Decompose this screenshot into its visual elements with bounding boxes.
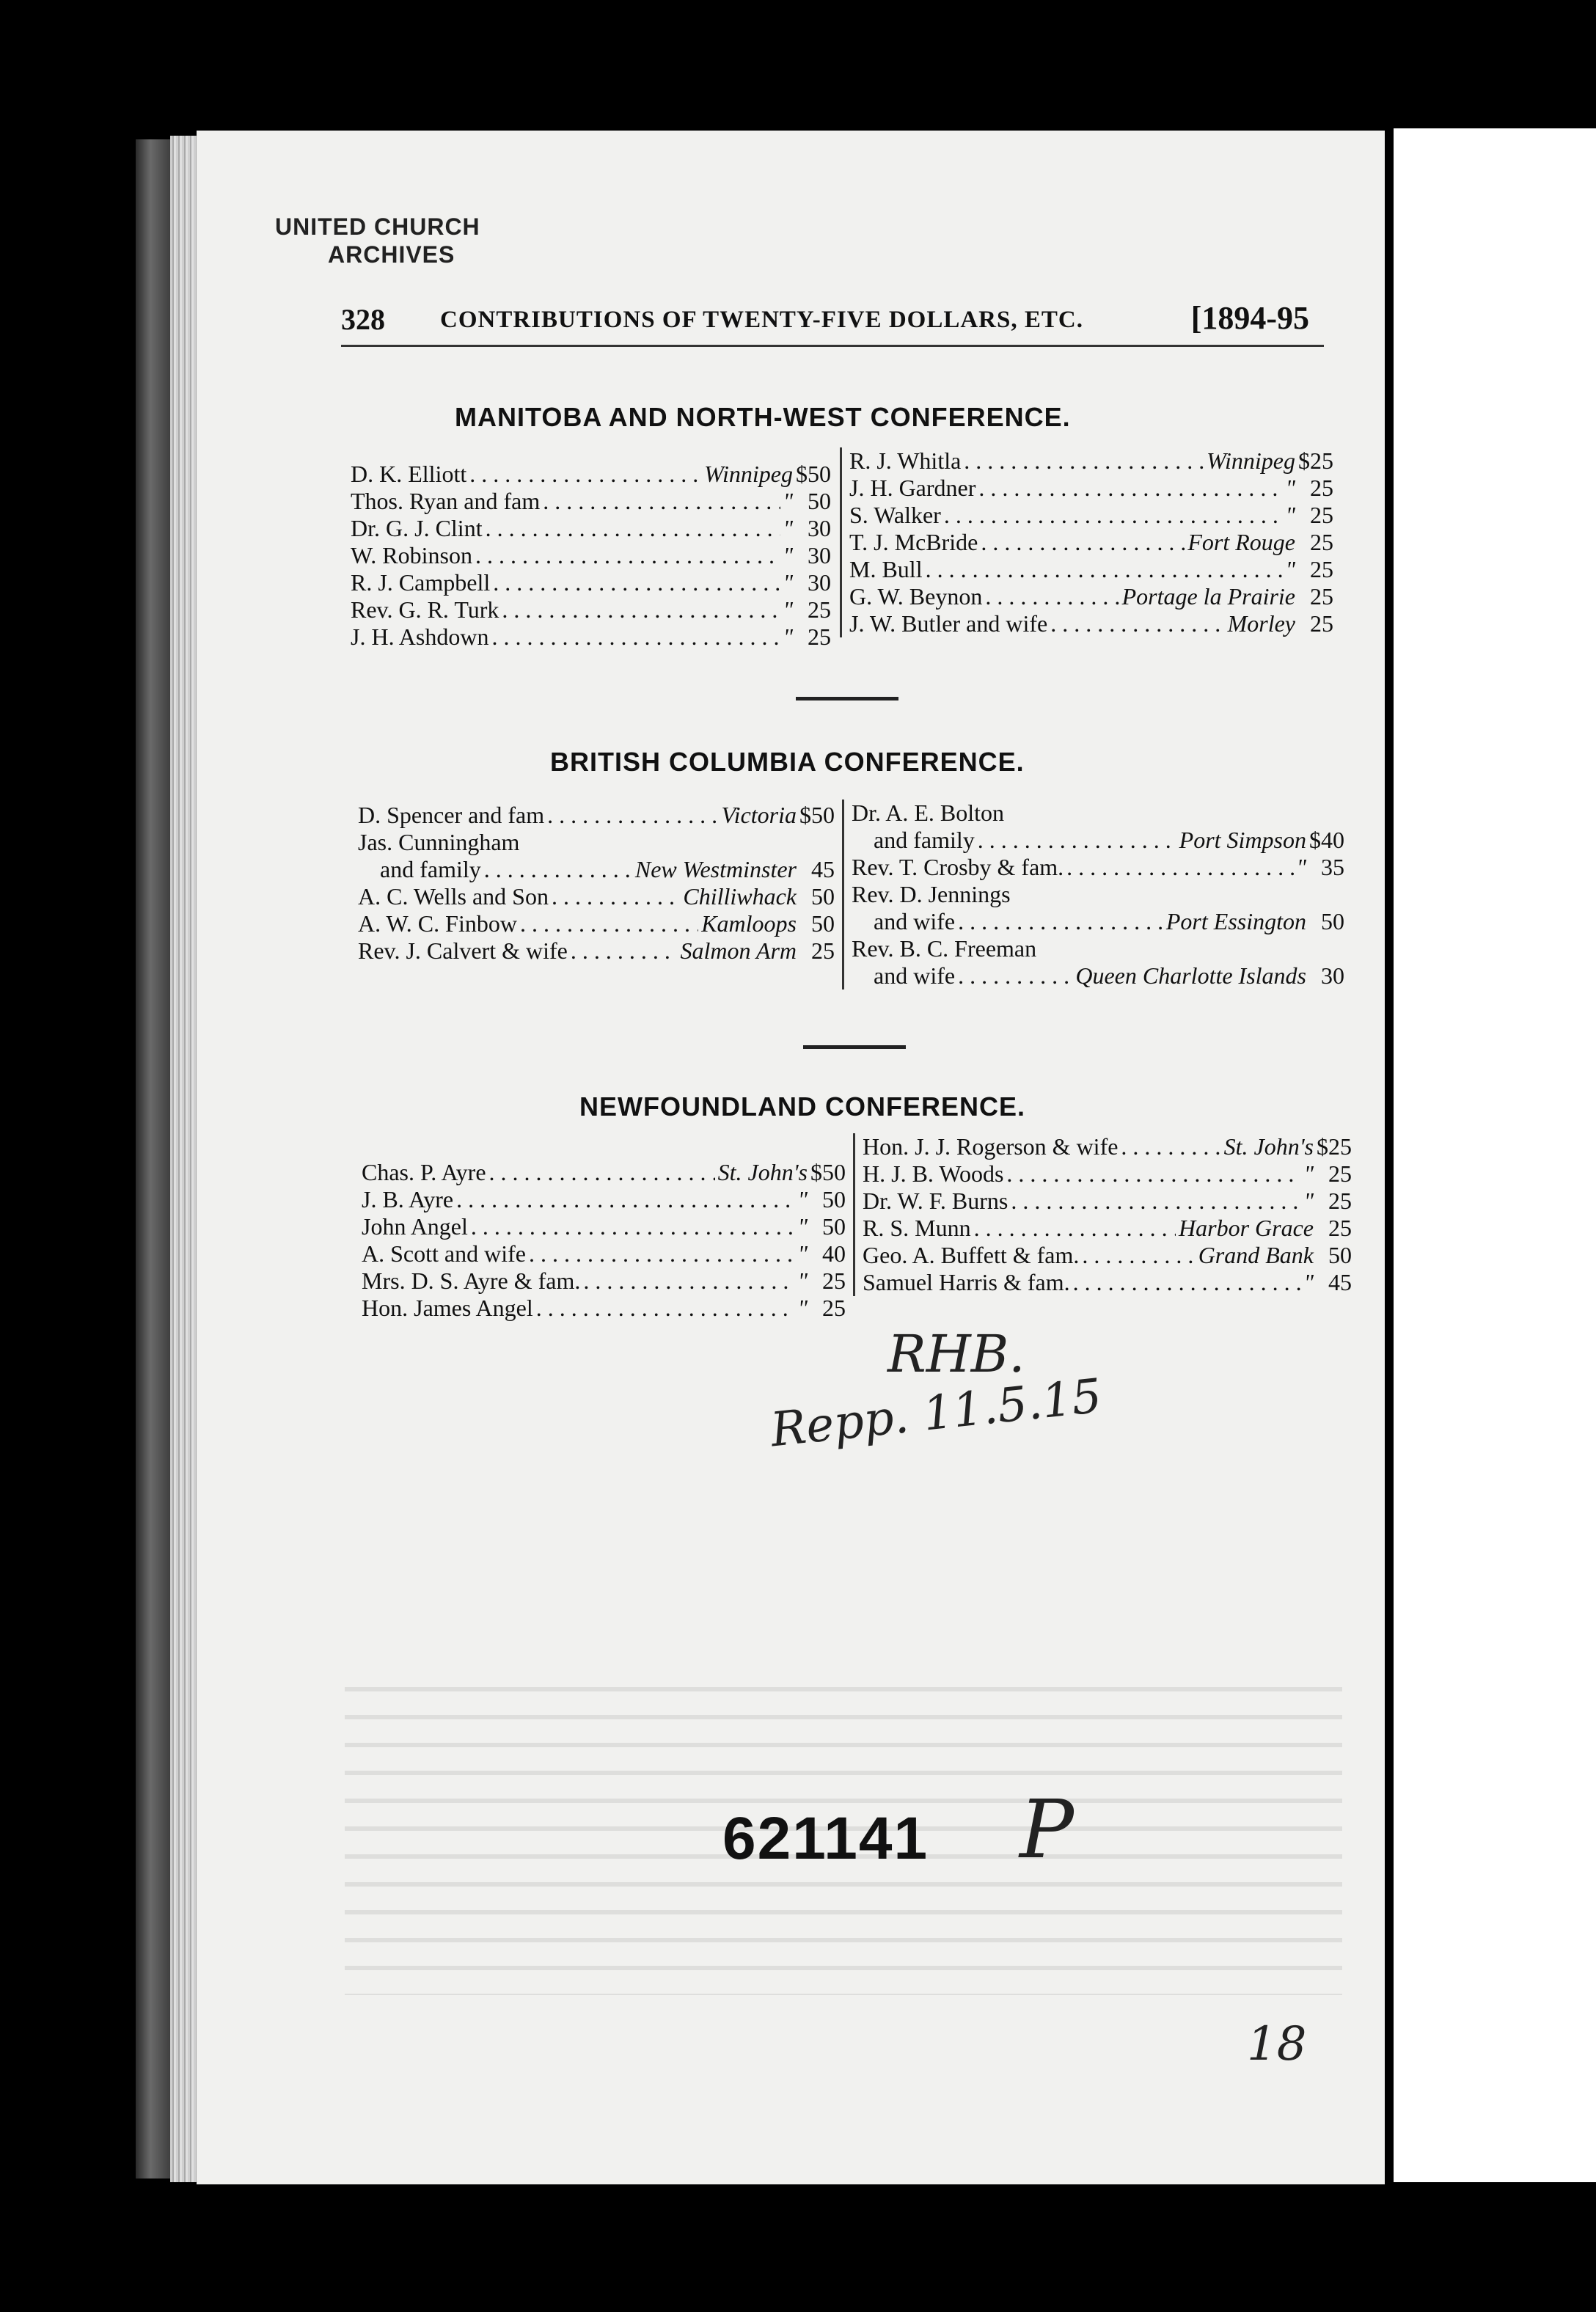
- contributor-place: ": [1303, 1188, 1314, 1214]
- contributor-name: A. W. C. Finbow: [358, 910, 517, 937]
- contributor-name: A. C. Wells and Son: [358, 883, 549, 910]
- contribution-amount: 40: [822, 1240, 846, 1267]
- list-item: [362, 1240, 846, 1267]
- contributor-name: T. J. McBride: [849, 529, 978, 555]
- leader-dots: [484, 856, 632, 883]
- contributor-place: ": [1285, 502, 1295, 528]
- contribution-amount: 25: [808, 596, 831, 623]
- contribution-amount: 50: [811, 883, 835, 910]
- list-item: [852, 800, 1344, 827]
- leader-dots: [1011, 1188, 1300, 1215]
- contributor-place: St. John's: [1223, 1133, 1314, 1160]
- contributor-name: R. J. Campbell: [351, 569, 491, 596]
- contributor-place: ": [1296, 854, 1306, 880]
- contribution-amount: $25: [1317, 1133, 1352, 1160]
- list-item: [849, 529, 1333, 556]
- leader-dots: [1006, 1160, 1300, 1188]
- contributor-place: ": [797, 1213, 808, 1240]
- running-year: [1894-95: [1190, 300, 1309, 336]
- leader-dots: [985, 583, 1119, 610]
- contributor-name: Jas. Cunningham: [358, 829, 520, 855]
- manitoba-left-column: [351, 461, 831, 651]
- contributor-name: Hon. James Angel: [362, 1295, 533, 1321]
- contributor-name: Thos. Ryan and fam: [351, 488, 541, 514]
- contributor-place: Chilliwhack: [683, 883, 797, 910]
- contributor-name: S. Walker: [849, 502, 941, 528]
- leader-dots: [1050, 610, 1224, 637]
- contribution-amount: 30: [808, 542, 831, 568]
- contributor-name: M. Bull: [849, 556, 923, 582]
- contributor-name: Hon. J. J. Rogerson & wife: [863, 1133, 1119, 1160]
- newfoundland-right-column: [853, 1133, 1352, 1296]
- list-item: [362, 1159, 846, 1186]
- handwritten-corner-number: 18: [1247, 2017, 1307, 2071]
- list-item: [358, 883, 835, 910]
- leader-dots: [1066, 854, 1293, 881]
- leader-dots: [552, 883, 680, 910]
- contribution-amount: 50: [811, 910, 835, 937]
- contribution-amount: 30: [808, 569, 831, 596]
- contributor-name: Dr. G. J. Clint: [351, 515, 483, 541]
- contributor-name: G. W. Beynon: [849, 583, 983, 610]
- contribution-amount: 25: [1328, 1188, 1352, 1214]
- list-item: [351, 596, 831, 623]
- contributor-name: Dr. A. E. Bolton: [852, 800, 1005, 826]
- contributor-place: Kamloops: [701, 910, 797, 937]
- contributor-name: D. K. Elliott: [351, 461, 467, 487]
- bc-title: BRITISH COLUMBIA CONFERENCE.: [550, 747, 1025, 777]
- contribution-amount: 50: [1321, 908, 1344, 934]
- archive-number: 621141: [722, 1805, 929, 1872]
- leader-dots: [486, 515, 780, 542]
- contribution-amount: 45: [811, 856, 835, 882]
- leader-dots: [958, 908, 1163, 935]
- leader-dots: [926, 556, 1283, 583]
- contribution-amount: 50: [822, 1186, 846, 1212]
- leader-dots: [981, 529, 1185, 556]
- contributor-place: Grand Bank: [1198, 1242, 1314, 1268]
- contributor-place: Portage la Prairie: [1121, 583, 1295, 610]
- archive-stamp: [275, 213, 480, 268]
- contributor-name: John Angel: [362, 1213, 468, 1240]
- contributor-place: St. John's: [717, 1159, 808, 1185]
- leader-dots: [475, 542, 780, 569]
- section-divider: [796, 697, 898, 700]
- contributor-place: ": [1285, 475, 1295, 501]
- contribution-amount: 30: [808, 515, 831, 541]
- contributor-name: J. W. Butler and wife: [849, 610, 1048, 637]
- contributor-name: R. S. Munn: [863, 1215, 971, 1241]
- contributor-name: W. Robinson: [351, 542, 472, 568]
- list-item: [852, 827, 1344, 854]
- contributor-name: and family: [874, 827, 975, 853]
- list-item: [351, 461, 831, 488]
- contributor-place: ": [797, 1267, 808, 1294]
- list-item: [358, 856, 835, 883]
- leader-dots: [469, 461, 701, 488]
- list-item: [358, 829, 835, 856]
- contributor-name: and family: [380, 856, 481, 882]
- contributor-place: Winnipeg: [1207, 447, 1295, 474]
- manitoba-right-column: [840, 447, 1333, 637]
- list-item: [358, 937, 835, 965]
- contribution-amount: $50: [810, 1159, 846, 1185]
- list-item: [849, 447, 1333, 475]
- contributor-place: Fort Rouge: [1187, 529, 1295, 555]
- contribution-amount: 25: [811, 937, 835, 964]
- leader-dots: [493, 569, 780, 596]
- contribution-amount: 25: [1310, 556, 1333, 582]
- leader-dots: [456, 1186, 795, 1213]
- list-item: [849, 556, 1333, 583]
- leader-dots: [978, 475, 1282, 502]
- contributor-place: Morley: [1227, 610, 1295, 637]
- contribution-amount: 35: [1321, 854, 1344, 880]
- contributor-name: and wife: [874, 962, 956, 989]
- list-item: [362, 1186, 846, 1213]
- list-item: [362, 1295, 846, 1322]
- contributor-name: D. Spencer and fam: [358, 802, 545, 828]
- contributor-place: Victoria: [721, 802, 797, 828]
- leader-dots: [547, 802, 718, 829]
- running-title: CONTRIBUTIONS OF TWENTY-FIVE DOLLARS, ETC.: [440, 307, 1083, 333]
- contributor-place: ": [1285, 556, 1295, 582]
- leader-dots: [491, 623, 780, 651]
- contribution-amount: 25: [822, 1267, 846, 1294]
- contributor-place: ": [783, 623, 793, 650]
- page-edges: [170, 136, 200, 2182]
- contributor-name: Rev. T. Crosby & fam.: [852, 854, 1064, 880]
- stamp-line-1: UNITED CHURCH: [275, 213, 480, 240]
- contribution-amount: 25: [1328, 1160, 1352, 1187]
- contributor-place: ": [797, 1295, 808, 1321]
- list-item: [358, 802, 835, 829]
- contributor-place: ": [783, 515, 793, 541]
- handwritten-initials: RHB.: [887, 1324, 1025, 1384]
- contributor-place: Port Essington: [1165, 908, 1306, 934]
- contribution-amount: 25: [1310, 610, 1333, 637]
- list-item: [852, 935, 1344, 962]
- list-item: [863, 1188, 1352, 1215]
- contribution-amount: 25: [1310, 502, 1333, 528]
- leader-dots: [1082, 1242, 1195, 1269]
- stamp-line-2: ARCHIVES: [328, 241, 455, 268]
- book-spine: [136, 139, 172, 2179]
- contributor-name: Geo. A. Buffett & fam.: [863, 1242, 1080, 1268]
- list-item: [849, 475, 1333, 502]
- contributor-name: J. B. Ayre: [362, 1186, 454, 1212]
- leader-dots: [944, 502, 1283, 529]
- list-item: [849, 583, 1333, 610]
- contribution-amount: 25: [1310, 529, 1333, 555]
- contributor-place: Queen Charlotte Islands: [1075, 962, 1306, 989]
- newfoundland-title: NEWFOUNDLAND CONFERENCE.: [579, 1091, 1025, 1122]
- contributor-name: J. H. Gardner: [849, 475, 976, 501]
- contribution-amount: 25: [1328, 1215, 1352, 1241]
- contributor-name: Rev. D. Jennings: [852, 881, 1011, 907]
- contribution-amount: $25: [1298, 447, 1333, 474]
- running-head: [341, 293, 1324, 347]
- page-number: 328: [341, 303, 385, 336]
- contributor-place: ": [783, 596, 793, 623]
- list-item: [358, 910, 835, 937]
- contributor-name: Mrs. D. S. Ayre & fam.: [362, 1267, 581, 1294]
- contribution-amount: $50: [799, 802, 835, 828]
- list-item: [351, 488, 831, 515]
- bc-left-column: [358, 802, 835, 965]
- list-item: [849, 502, 1333, 529]
- list-item: [849, 610, 1333, 637]
- handwritten-p: P: [1020, 1782, 1075, 1876]
- list-item: [351, 515, 831, 542]
- leader-dots: [543, 488, 780, 515]
- leader-dots: [964, 447, 1204, 475]
- list-item: [863, 1269, 1352, 1296]
- contributor-name: Dr. W. F. Burns: [863, 1188, 1009, 1214]
- background-right: [1394, 128, 1596, 2182]
- contributor-place: ": [797, 1186, 808, 1212]
- leader-dots: [974, 1215, 1176, 1242]
- contributor-place: ": [783, 488, 793, 514]
- contributor-place: ": [783, 569, 793, 596]
- list-item: [362, 1213, 846, 1240]
- contributor-place: New Westminster: [634, 856, 797, 882]
- contributor-name: Samuel Harris & fam.: [863, 1269, 1070, 1295]
- contributor-name: Rev. B. C. Freeman: [852, 935, 1037, 962]
- list-item: [852, 854, 1344, 881]
- contributor-name: and wife: [874, 908, 956, 934]
- contributor-name: J. H. Ashdown: [351, 623, 489, 650]
- list-item: [852, 908, 1344, 935]
- leader-dots: [520, 910, 698, 937]
- list-item: [351, 623, 831, 651]
- contributor-name: H. J. B. Woods: [863, 1160, 1004, 1187]
- contribution-amount: 45: [1328, 1269, 1352, 1295]
- leader-dots: [471, 1213, 795, 1240]
- contribution-amount: 50: [808, 488, 831, 514]
- leader-dots: [583, 1267, 794, 1295]
- leader-dots: [1121, 1133, 1220, 1160]
- contributor-place: ": [1303, 1160, 1314, 1187]
- contribution-amount: 25: [808, 623, 831, 650]
- leader-dots: [529, 1240, 795, 1267]
- list-item: [863, 1215, 1352, 1242]
- contributor-place: ": [783, 542, 793, 568]
- list-item: [852, 962, 1344, 989]
- newfoundland-left-column: [362, 1159, 846, 1322]
- list-item: [863, 1133, 1352, 1160]
- leader-dots: [978, 827, 1176, 854]
- contributor-place: Port Simpson: [1179, 827, 1306, 853]
- contributor-name: A. Scott and wife: [362, 1240, 526, 1267]
- contributor-place: Salmon Arm: [680, 937, 797, 964]
- contribution-amount: 25: [1310, 475, 1333, 501]
- contributor-place: ": [797, 1240, 808, 1267]
- contributor-name: R. J. Whitla: [849, 447, 962, 474]
- list-item: [362, 1267, 846, 1295]
- contributor-name: Rev. J. Calvert & wife: [358, 937, 568, 964]
- contribution-amount: 30: [1321, 962, 1344, 989]
- contribution-amount: $50: [796, 461, 831, 487]
- leader-dots: [502, 596, 780, 623]
- contribution-amount: 50: [822, 1213, 846, 1240]
- leader-dots: [571, 937, 678, 965]
- section-divider: [803, 1045, 906, 1049]
- leader-dots: [958, 962, 1072, 989]
- contribution-amount: $40: [1309, 827, 1344, 853]
- list-item: [351, 542, 831, 569]
- contribution-amount: 50: [1328, 1242, 1352, 1268]
- contribution-amount: 25: [1310, 583, 1333, 610]
- contributor-place: Harbor Grace: [1179, 1215, 1314, 1241]
- leader-dots: [536, 1295, 795, 1322]
- contributor-name: Chas. P. Ayre: [362, 1159, 486, 1185]
- handwritten-note: Repp. 11.5.15: [768, 1369, 1105, 1458]
- contributor-place: ": [1303, 1269, 1314, 1295]
- list-item: [863, 1160, 1352, 1188]
- leader-dots: [489, 1159, 715, 1186]
- list-item: [863, 1242, 1352, 1269]
- bc-right-column: [842, 800, 1344, 989]
- leader-dots: [1073, 1269, 1301, 1296]
- list-item: [351, 569, 831, 596]
- manitoba-title: MANITOBA AND NORTH-WEST CONFERENCE.: [455, 402, 1071, 432]
- contributor-name: Rev. G. R. Turk: [351, 596, 499, 623]
- contributor-place: Winnipeg: [704, 461, 793, 487]
- contribution-amount: 25: [822, 1295, 846, 1321]
- list-item: [852, 881, 1344, 908]
